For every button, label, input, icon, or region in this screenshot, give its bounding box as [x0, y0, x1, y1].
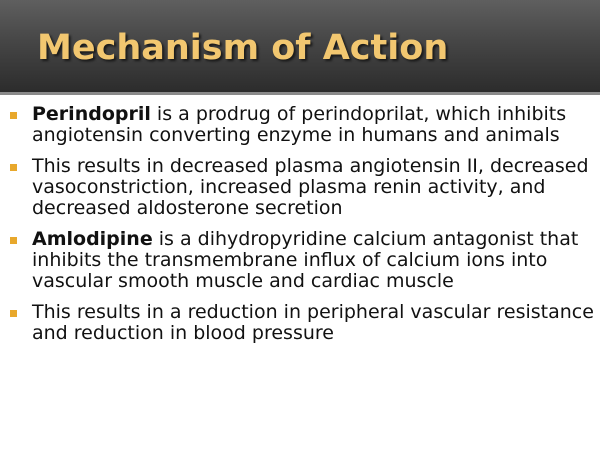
bullet-text: is a prodrug of perindoprilat, which inhibits angiotensin converting enzyme in humans and animals	[32, 103, 567, 146]
bullet-item	[10, 156, 595, 219]
bullet-item	[10, 104, 595, 146]
drug-name: Perindopril	[32, 103, 151, 125]
bullet-square-icon	[10, 164, 17, 171]
title-divider	[0, 92, 600, 95]
bullet-square-icon	[10, 237, 17, 244]
bullet-text: This results in a reduction in peripheral vascular resistance and reduction in blood pressure	[32, 301, 594, 344]
slide-title: Mechanism of Action	[37, 28, 449, 68]
bullet-text: is a dihydropyridine calcium antagonist that inhibits the transmembrane influx of calcium ions into vascular smooth muscle and cardiac muscle	[32, 228, 579, 292]
bullet-item	[10, 229, 595, 292]
bullet-text: This results in decreased plasma angiotensin II, decreased vasoconstriction, increased plasma renin activity, and decreased aldosterone secretion	[32, 155, 589, 219]
drug-name: Amlodipine	[32, 228, 153, 250]
bullet-square-icon	[10, 310, 17, 317]
bullet-item	[10, 302, 595, 344]
bullet-list	[10, 104, 595, 354]
bullet-square-icon	[10, 112, 17, 119]
